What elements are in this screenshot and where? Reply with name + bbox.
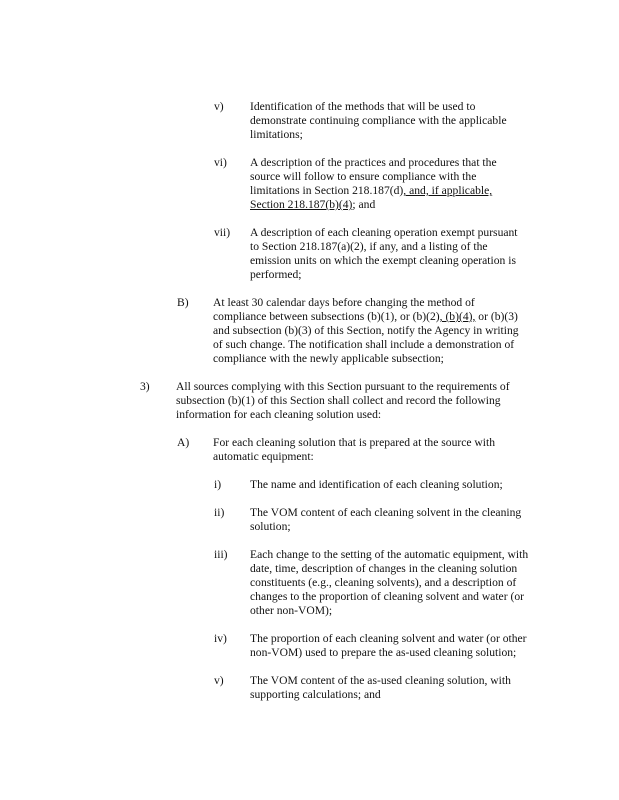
item-b-line-2-b: or (b)(3) — [475, 310, 518, 323]
item-marker-iv: iv) — [214, 632, 227, 645]
item-vi-line-3 — [250, 184, 497, 198]
item-vii-line-1: A description of each cleaning operation exempt pursuant — [250, 226, 518, 239]
item-vi-line-4 — [250, 198, 497, 212]
item-iii-line-1: Each change to the setting of the automatic equipment, with — [250, 548, 529, 561]
item-vii-line-2: to Section 218.187(a)(2), if any, and a listing of the — [250, 240, 488, 253]
item-b-line-2-a: compliance between subsections (b)(1), or (b)(2) — [213, 310, 440, 323]
item-marker-v2: v) — [214, 674, 224, 687]
item-marker-v: v) — [214, 100, 224, 113]
item-v2-line-1: The VOM content of the as-used cleaning solution, with — [250, 674, 511, 687]
item-v2-line-2: supporting calculations; and — [250, 688, 381, 701]
item-vii-line-4: performed; — [250, 268, 302, 281]
item-vi-line-4-plain: ; and — [352, 198, 376, 211]
item-v-line-3: limitations; — [250, 128, 303, 141]
item-iv-line-2: non-VOM) used to prepare the as-used cleaning solution; — [250, 646, 517, 659]
item-iii-line-5: other non-VOM); — [250, 604, 333, 617]
section-3-line-2: subsection (b)(1) of this Section shall collect and record the following — [176, 394, 501, 407]
item-ii-line-2: solution; — [250, 520, 291, 533]
item-v-text — [250, 100, 507, 142]
section-marker-3: 3) — [140, 380, 150, 393]
item-v-line-1: Identification of the methods that will be used to — [250, 100, 476, 113]
item-a-text — [213, 436, 495, 464]
item-iii-text — [250, 548, 528, 618]
item-iii-line-2: date, time, description of changes in the cleaning solution — [250, 562, 518, 575]
item-b-text — [213, 296, 519, 366]
item-b-line-1: At least 30 calendar days before changing the method of — [213, 296, 475, 309]
item-a-line-2: automatic equipment: — [213, 450, 314, 463]
item-vi-line-1: A description of the practices and procedures that the — [250, 156, 497, 169]
item-marker-ii: ii) — [214, 506, 225, 519]
item-b-line-4: of such change. The notification shall include a demonstration of — [213, 338, 515, 351]
section-3-line-1: All sources complying with this Section pursuant to the requirements of — [176, 380, 510, 393]
item-b-line-5: compliance with the newly applicable subsection; — [213, 352, 444, 365]
item-vii-line-3: emission units on which the exempt cleaning operation is — [250, 254, 516, 267]
item-v2-text — [250, 674, 511, 702]
item-ii-line-1: The VOM content of each cleaning solvent in the cleaning — [250, 506, 522, 519]
item-b-line-2-amendment: , (b)(4), — [439, 310, 476, 323]
item-marker-a: A) — [177, 436, 190, 449]
item-marker-b: B) — [177, 296, 189, 309]
item-i-text — [250, 478, 503, 492]
item-vii-text — [250, 226, 518, 282]
item-vi-line-3-amendment: , and, if applicable, — [403, 184, 493, 197]
item-a-line-1: For each cleaning solution that is prepared at the source with — [213, 436, 496, 449]
item-iii-line-3: constituents (e.g., cleaning solvents), and a description of — [250, 576, 517, 589]
item-marker-i: i) — [214, 478, 222, 491]
item-b-line-3: and subsection (b)(3) of this Section, notify the Agency in writing — [213, 324, 519, 337]
item-vi-line-3-plain: limitations in Section 218.187(d) — [250, 184, 404, 197]
item-marker-vii: vii) — [214, 226, 231, 239]
section-3-text — [176, 380, 510, 422]
item-iii-line-4: changes to the proportion of cleaning solvent and water (or — [250, 590, 524, 603]
item-marker-vi: vi) — [214, 156, 227, 169]
item-i-line-1: The name and identification of each cleaning solution; — [250, 478, 503, 491]
item-vi-line-2: source will follow to ensure compliance with the — [250, 170, 477, 183]
item-vi-line-4-amendment: Section 218.187(b)(4) — [250, 198, 353, 211]
item-ii-text — [250, 506, 521, 534]
item-iv-text — [250, 632, 527, 660]
item-v-line-2: demonstrate continuing compliance with the applicable — [250, 114, 507, 127]
item-b-line-2 — [213, 310, 519, 324]
item-vi-text — [250, 156, 497, 212]
item-marker-iii: iii) — [214, 548, 228, 561]
item-iv-line-1: The proportion of each cleaning solvent and water (or other — [250, 632, 527, 645]
section-3-line-3: information for each cleaning solution used: — [176, 408, 382, 421]
